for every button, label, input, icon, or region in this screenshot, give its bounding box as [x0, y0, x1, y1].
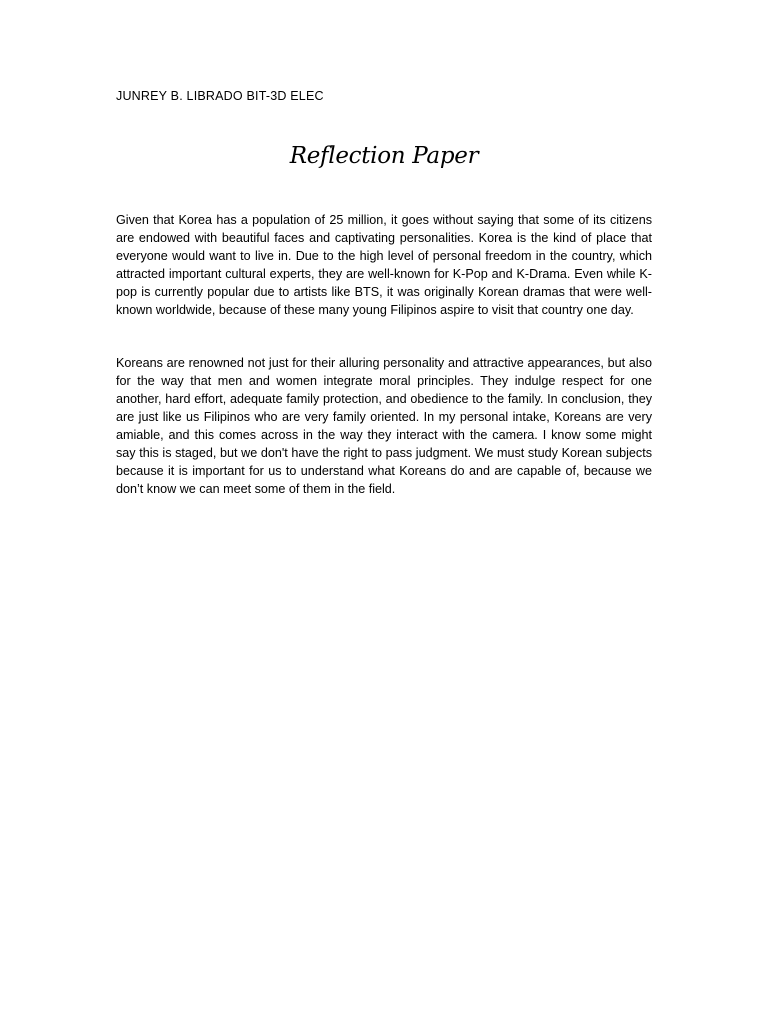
paragraph-1: Given that Korea has a population of 25 million, it goes without saying that some of its citizens are endowed with beautiful faces and captivating personalities. Korea is the kind of place that everyone would want to live in. Due to the high level of personal freedom in the country, which attracted important cultural experts, they are well-known for K-Pop and K-Drama. Even while K-pop is currently popular due to artists like BTS, it was originally Korean dramas that were well-known worldwide, because of these many young Filipinos aspire to visit that country one day.	[116, 213, 652, 317]
author-line: JUNREY B. LIBRADO BIT-3D ELEC	[116, 89, 324, 103]
paragraph-2: Koreans are renowned not just for their alluring personality and attractive appearances, but also for the way that men and women integrate moral principles. They indulge respect for one another, hard effort, adequate family protection, and obedience to the family. In conclusion, they are just like us Filipinos who are very family oriented. In my personal intake, Koreans are very amiable, and this comes across in the way they interact with the camera. I know some might say this is staged, but we don't have the right to pass judgment. We must study Korean subjects because it is important for us to understand what Koreans do and are capable of, because we don’t know we can meet some of them in the field.	[116, 356, 652, 496]
page-title: Reflection Paper	[289, 143, 479, 169]
